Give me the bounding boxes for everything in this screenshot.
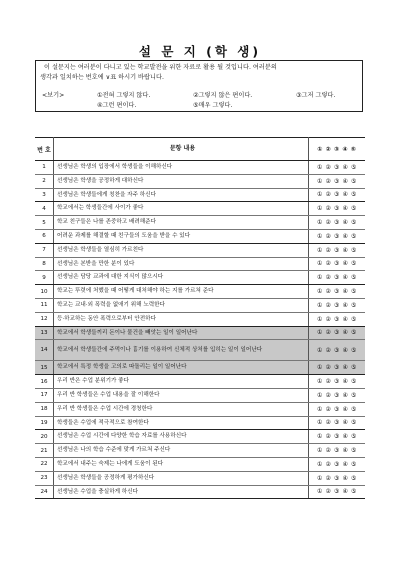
item-text: 우리 반 학생들은 수업 내용을 잘 이해한다 xyxy=(54,388,309,402)
item-number: 12 xyxy=(35,312,54,326)
table-row xyxy=(35,161,365,175)
item-number: 5 xyxy=(35,216,54,230)
item-text: 학교는 교내·외 폭력을 없애기 위해 노력한다 xyxy=(54,298,309,312)
table-row xyxy=(35,312,365,326)
item-number: 1 xyxy=(35,161,54,175)
item-number: 22 xyxy=(35,457,54,471)
page-title: 설 문 지 (학 생) xyxy=(138,44,262,59)
table-row xyxy=(35,243,365,257)
table-row xyxy=(35,174,365,188)
item-text: 선생님은 학생들을 열심히 가르친다 xyxy=(54,243,309,257)
item-text: 선생님은 나의 학습 수준에 맞게 가르쳐 주신다 xyxy=(54,444,309,458)
answer-options[interactable]: ① ② ③ ④ ⑤ xyxy=(309,375,366,389)
item-number: 24 xyxy=(35,485,54,499)
item-number: 8 xyxy=(35,257,54,271)
answer-options[interactable]: ① ② ③ ④ ⑤ xyxy=(309,416,366,430)
scale-option-1: ①전혀 그렇지 않다. xyxy=(97,92,151,99)
item-text: 학교 친구들은 나를 존중하고 배려해준다 xyxy=(54,216,309,230)
scale-option-4: ④그런 편이다. xyxy=(97,102,137,109)
item-text: 학교는 뚜렷에 처했을 때 어떻게 대처해야 하는 지를 가르쳐 준다 xyxy=(54,285,309,299)
table-row xyxy=(35,471,365,485)
answer-options[interactable]: ① ② ③ ④ ⑤ xyxy=(309,457,366,471)
item-text: 학교에서 학생들끼리 돈이나 물건을 빼앗는 일이 일어난다 xyxy=(54,326,309,340)
answer-options[interactable]: ① ② ③ ④ ⑤ xyxy=(309,402,366,416)
item-text: 어려운 과제를 해결할 때 친구들의 도움을 받을 수 있다 xyxy=(54,229,309,243)
table-row xyxy=(35,416,365,430)
answer-options[interactable]: ① ② ③ ④ ⑤ xyxy=(309,285,366,299)
item-number: 18 xyxy=(35,402,54,416)
item-text: 학교에서 내주는 숙제는 나에게 도움이 된다 xyxy=(54,457,309,471)
answer-options[interactable]: ① ② ③ ④ ⑤ xyxy=(309,312,366,326)
answer-options[interactable]: ① ② ③ ④ ⑤ xyxy=(309,174,366,188)
table-row xyxy=(35,285,365,299)
header-item: 문항 내용 xyxy=(54,138,309,161)
intro-line-2: 생각과 일치하는 번호에 ∨표 하시기 바랍니다. xyxy=(40,74,164,82)
table-row xyxy=(35,326,365,340)
item-number: 19 xyxy=(35,416,54,430)
answer-options[interactable]: ① ② ③ ④ ⑤ xyxy=(309,485,366,499)
scale-option-3: ③그저 그렇다. xyxy=(296,92,336,99)
survey-table xyxy=(35,137,365,499)
item-number: 17 xyxy=(35,388,54,402)
item-text: 학교에서는 학생들간에 사이가 좋다 xyxy=(54,202,309,216)
item-number: 3 xyxy=(35,188,54,202)
item-text: 학생들은 수업에 적극적으로 참여한다 xyxy=(54,416,309,430)
table-row xyxy=(35,375,365,389)
item-number: 11 xyxy=(35,298,54,312)
answer-options[interactable]: ① ② ③ ④ ⑤ xyxy=(309,444,366,458)
item-number: 6 xyxy=(35,229,54,243)
item-text: 선생님은 학생의 입장에서 학생들을 이해하신다 xyxy=(54,161,309,175)
item-text: 선생님은 담당 교과에 대한 지식이 많으시다 xyxy=(54,271,309,285)
answer-options[interactable]: ① ② ③ ④ ⑤ xyxy=(309,188,366,202)
item-text: 학교에서 학생들간에 주먹이나 흉기를 이용하여 신체적 상처를 입히는 일이 일어난다 xyxy=(54,340,309,361)
table-row xyxy=(35,229,365,243)
table-row xyxy=(35,202,365,216)
answer-options[interactable]: ① ② ③ ④ ⑤ xyxy=(309,340,366,361)
answer-options[interactable]: ① ② ③ ④ ⑤ xyxy=(309,243,366,257)
answer-options[interactable]: ① ② ③ ④ ⑤ xyxy=(309,326,366,340)
item-number: 14 xyxy=(35,340,54,361)
table-header-row xyxy=(35,138,365,161)
table-row xyxy=(35,216,365,230)
item-text: 학교에서 특정 학생을 고의로 따돌리는 일이 일어난다 xyxy=(54,361,309,375)
table-row xyxy=(35,271,365,285)
answer-options[interactable]: ① ② ③ ④ ⑤ xyxy=(309,430,366,444)
item-number: 15 xyxy=(35,361,54,375)
table-row xyxy=(35,361,365,375)
item-text: 우리 반은 수업 분위기가 좋다 xyxy=(54,375,309,389)
table-row xyxy=(35,402,365,416)
item-number: 4 xyxy=(35,202,54,216)
answer-options[interactable]: ① ② ③ ④ ⑤ xyxy=(309,161,366,175)
table-row xyxy=(35,457,365,471)
item-number: 16 xyxy=(35,375,54,389)
answer-options[interactable]: ① ② ③ ④ ⑤ xyxy=(309,298,366,312)
table-row xyxy=(35,188,365,202)
item-number: 2 xyxy=(35,174,54,188)
item-text: 우리 반 학생들은 수업 시간에 경청한다 xyxy=(54,402,309,416)
answer-options[interactable]: ① ② ③ ④ ⑤ xyxy=(309,229,366,243)
item-text: 선생님은 학생을 공정하게 대하신다 xyxy=(54,174,309,188)
item-text: 선생님은 본받을 만한 분이 있다 xyxy=(54,257,309,271)
scale-option-2: ②그렇지 않은 편이다. xyxy=(193,92,253,99)
scale-label: <보기> xyxy=(42,92,65,99)
answer-options[interactable]: ① ② ③ ④ ⑤ xyxy=(309,471,366,485)
item-number: 7 xyxy=(35,243,54,257)
intro-line-1: 이 설문지는 여러분이 다니고 있는 학교발전을 위한 자료로 활용 될 것입니다. 여러분의 xyxy=(44,64,277,71)
answer-options[interactable]: ① ② ③ ④ ⑤ xyxy=(309,361,366,375)
table-row xyxy=(35,485,365,499)
item-number: 13 xyxy=(35,326,54,340)
item-number: 10 xyxy=(35,285,54,299)
item-number: 23 xyxy=(35,471,54,485)
answer-options[interactable]: ① ② ③ ④ ⑤ xyxy=(309,388,366,402)
item-text: 등·하교하는 동안 폭력으로부터 안전하다 xyxy=(54,312,309,326)
item-text: 선생님은 학생들에게 칭찬을 자주 하신다 xyxy=(54,188,309,202)
item-number: 20 xyxy=(35,430,54,444)
scale-option-5: ⑤매우 그렇다. xyxy=(193,102,233,109)
answer-options[interactable]: ① ② ③ ④ ⑤ xyxy=(309,202,366,216)
table-row xyxy=(35,430,365,444)
answer-options[interactable]: ① ② ③ ④ ⑤ xyxy=(309,216,366,230)
item-text: 선생님은 학생들을 공정하게 평가하신다 xyxy=(54,471,309,485)
table-row xyxy=(35,444,365,458)
answer-options[interactable]: ① ② ③ ④ ⑤ xyxy=(309,271,366,285)
item-number: 9 xyxy=(35,271,54,285)
item-text: 선생님은 수업 시간에 다양한 학습 자료를 사용하신다 xyxy=(54,430,309,444)
table-row xyxy=(35,340,365,361)
header-number: 번 호 xyxy=(35,138,54,161)
table-row xyxy=(35,388,365,402)
table-row xyxy=(35,298,365,312)
table-row xyxy=(35,257,365,271)
header-options: ① ② ③ ④ ⑤ xyxy=(309,138,366,161)
item-number: 21 xyxy=(35,444,54,458)
item-text: 선생님은 수업을 충실하게 하신다 xyxy=(54,485,309,499)
answer-options[interactable]: ① ② ③ ④ ⑤ xyxy=(309,257,366,271)
